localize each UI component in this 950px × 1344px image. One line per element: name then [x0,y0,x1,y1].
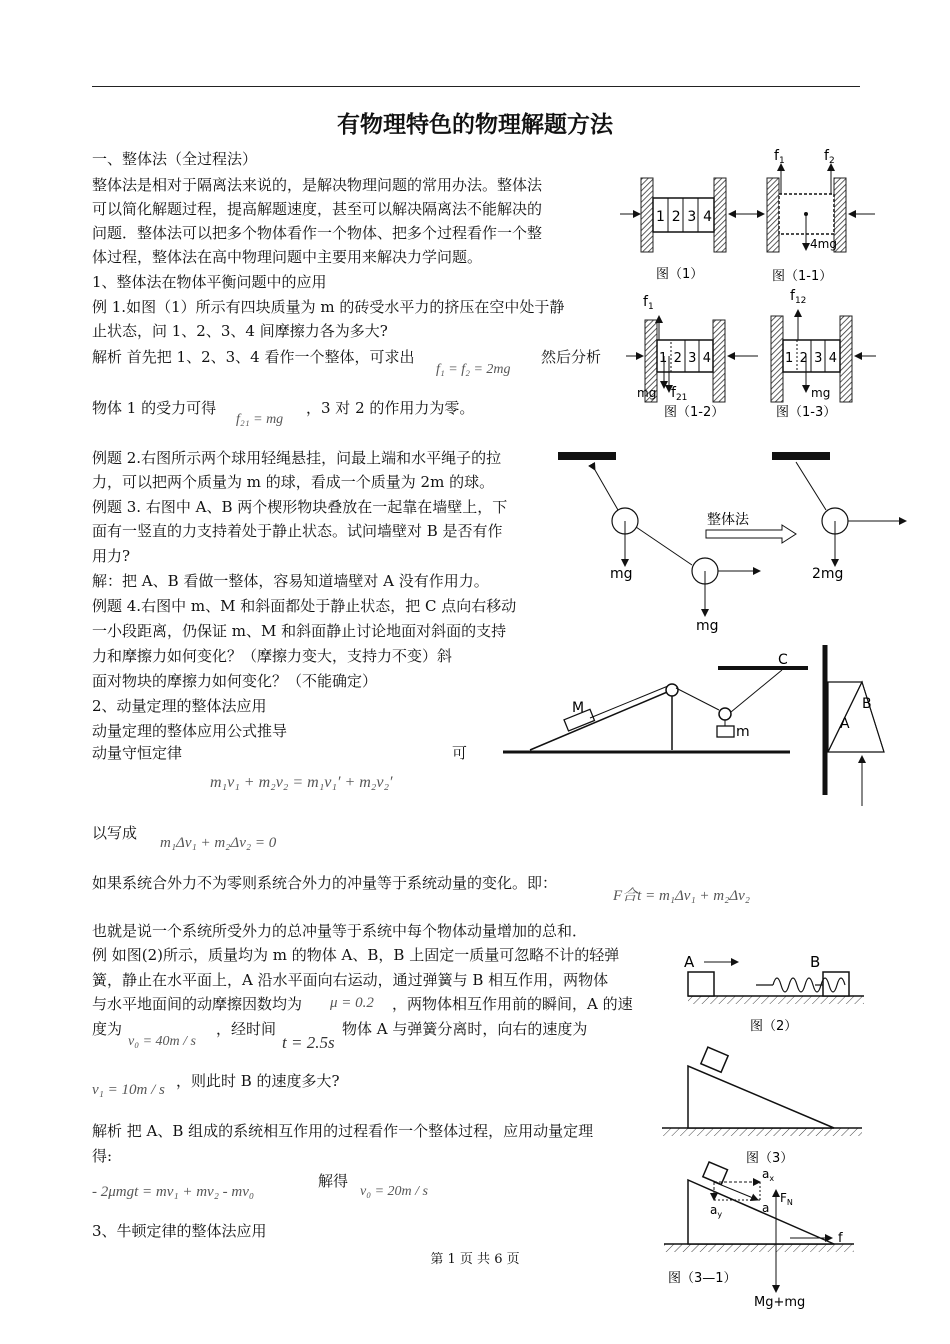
svg-text:整体法: 整体法 [707,512,749,528]
svg-text:a: a [762,1201,770,1215]
paragraph-line: 例 1.如图（1）所示有四块质量为 m 的砖受水平力的挤压在空中处于静 [92,298,565,316]
paragraph-line: 然后分析 [541,348,602,366]
svg-text:mg: mg [811,386,831,400]
page-title: 有物理特色的物理解题方法 [337,112,613,138]
svg-text:f2: $f_2$ [824,148,835,166]
figure-1-3 [771,288,876,420]
svg-text:mg: mg [637,386,657,400]
paragraph-line: 得: [92,1147,113,1165]
formula-impulse: F合t = m₁Δv₁ + m₂Δv₂ [613,888,751,904]
paragraph-line: 动量守恒定律 [92,744,183,762]
formula-v0: v₀ = 40m / s [128,1034,196,1049]
figure-1-1 [750,148,875,284]
figure-1-2-caption: 图（1-2） [664,405,725,420]
wedge-wall-figure [825,645,884,806]
formula-t: t = 2.5s [282,1033,335,1052]
paragraph-line: 解析 首先把 1、2、3、4 看作一个整体，可求出 [92,348,415,366]
paragraph-line: 解得 [318,1172,349,1190]
svg-text:mg: mg [696,618,719,634]
figure-3 [662,1047,862,1166]
figure-2 [684,953,864,1034]
hanging-balls-figure [558,452,906,634]
svg-text:f12: $f_{12}$ [790,288,807,306]
paragraph-line: 例题 4.右图中 m、M 和斜面都处于静止状态，把 C 点向右移动 [92,597,517,615]
paragraph-line: 可 [452,744,468,762]
figure-1-1-caption: 图（1-1） [772,269,833,284]
svg-text:A: A [684,953,695,971]
formula-mu: μ = 0.2 [330,995,374,1011]
paragraph-line: 也就是说一个系统所受外力的总冲量等于系统中每个物体动量增加的总和． [92,922,588,940]
svg-text:1234: 1234 [785,351,837,366]
paragraph-line: 以写成 [92,824,138,842]
svg-text:FN: $F_N$ [780,1191,793,1207]
svg-text:M: M [572,700,585,716]
svg-text:f: f [838,1231,843,1246]
svg-text:B: B [862,696,872,712]
paragraph-line: 度为 [92,1020,123,1038]
paragraph-line: 解：把 A、B 看做一整体，容易知道墙壁对 A 没有作用力。 [92,572,489,590]
svg-text:ay: $a_y$ [710,1203,723,1219]
paragraph-line: ，3 对 2 的作用力为零。 [306,399,475,417]
paragraph-line: 止状态，问 1、2、3、4 间摩擦力各为多大? [92,322,388,340]
figure-1-caption: 图（1） [656,267,704,282]
svg-text:C: C [778,652,788,668]
paragraph-line: 力和摩擦力如何变化？（摩擦力变大，支持力不变）斜 [92,647,453,665]
formula-delta: m₁Δv₁ + m₂Δv₂ = 0 [160,835,277,851]
paragraph-line: 体过程，整体法在高中物理问题中主要用来解决力学问题。 [92,248,483,266]
paragraph-line: 面对物块的摩擦力如何变化？（不能确定） [92,672,378,690]
paragraph-line: 解析 把 A、B 组成的系统相互作用的过程看作一个整体过程，应用动量定理 [92,1122,594,1140]
svg-text:1234: 1234 [659,351,711,366]
svg-text:Mg+mg: Mg+mg [754,1295,806,1310]
formula-v0-result: v₀ = 20m / s [360,1184,428,1199]
paragraph-line: 如果系统合外力不为零则系统合外力的冲量等于系统动量的变化。即： [92,874,558,892]
incline-pulley-figure [503,652,808,752]
paragraph-line: 用力? [92,547,131,565]
paragraph-line: 力，可以把两个质量为 m 的球，看成一个质量为 2m 的球。 [92,473,495,491]
figure-1-2 [626,294,758,420]
paragraph-line: 问题．整体法可以把多个物体看作一个物体、把多个过程看作一个整 [92,224,543,242]
paragraph-line: 整体法是相对于隔离法来说的，是解决物理问题的常用办法。整体法 [92,176,543,194]
subsection-heading: 1、整体法在物体平衡问题中的应用 [92,273,327,291]
paragraph-line: ，则此时 B 的速度多大? [176,1072,340,1090]
svg-text:f1: $f_1$ [774,148,785,166]
paragraph-line: 例题 2.右图所示两个球用轻绳悬挂，问最上端和水平绳子的拉 [92,449,502,467]
paragraph-line: 与水平地面间的动摩擦因数均为 [92,995,303,1013]
section-heading-1: 一、整体法（全过程法） [92,150,258,168]
figure-1 [620,178,750,282]
paragraph-line: 物体 A 与弹簧分离时，向右的速度为 [342,1020,588,1038]
paragraph-line: ，经时间 [216,1020,277,1038]
paragraph-line: 面有一竖直的力支持着处于静止状态。试问墙壁对 B 是否有作 [92,522,503,540]
figure-2-caption: 图（2） [750,1019,798,1034]
paragraph-line: 动量定理的整体应用公式推导 [92,722,288,740]
paragraph-line: 可以简化解题过程，提高解题速度，甚至可以解决隔离法不能解决的 [92,200,543,218]
paragraph-line: ，两物体相互作用前的瞬间，A 的速 [392,995,633,1013]
paragraph-line: 例题 3. 右图中 A、B 两个楔形物块叠放在一起靠在墙壁上，下 [92,498,508,516]
subsection-heading: 2、动量定理的整体法应用 [92,697,267,715]
paragraph-line: 例 如图(2)所示，质量均为 m 的物体 A、B，B 上固定一质量可忽略不计的轻弹 [92,946,620,964]
paragraph-line: 物体 1 的受力可得 [92,399,217,417]
formula-equation: - 2μmgt = mv₁ + mv₂ - mv₀ [92,1184,255,1200]
svg-text:mg: mg [610,566,633,582]
figure-1-3-caption: 图（1-3） [776,405,837,420]
svg-text:2mg: 2mg [812,566,844,582]
paragraph-line: 簧，静止在水平面上，A 沿水平面向右运动，通过弹簧与 B 相互作用，两物体 [92,971,609,989]
svg-text:m: m [736,724,750,740]
formula-v1: v₁ = 10m / s [92,1082,165,1098]
figure-3-1-caption: 图（3—1） [668,1271,737,1286]
svg-text:f1: $f_1$ [643,294,654,312]
subsection-heading: 3、牛顿定律的整体法应用 [92,1222,267,1240]
page-footer: 第 1 页 共 6 页 [430,1252,520,1267]
formula-momentum-conservation: m₁v₁ + m₂v₂ = m₁v₁′ + m₂v₂′ [210,774,393,791]
figure-3-caption: 图（3） [746,1151,794,1166]
paragraph-line: 一小段距离，仍保证 m、M 和斜面静止讨论地面对斜面的支持 [92,622,507,640]
formula-f21: f₂₁ = mg [236,412,284,427]
svg-text:f21: $f_{21}$ [671,385,688,403]
svg-text:ax: $a_x$ [762,1167,775,1183]
formula-f1-f2: f₁ = f₂ = 2mg [436,362,511,377]
figure-3-1 [664,1162,854,1310]
brick-numbers-1: 1234 [656,209,712,225]
svg-text:4mg: 4mg [810,237,837,251]
svg-text:A: A [840,716,850,732]
svg-text:B: B [810,953,821,971]
